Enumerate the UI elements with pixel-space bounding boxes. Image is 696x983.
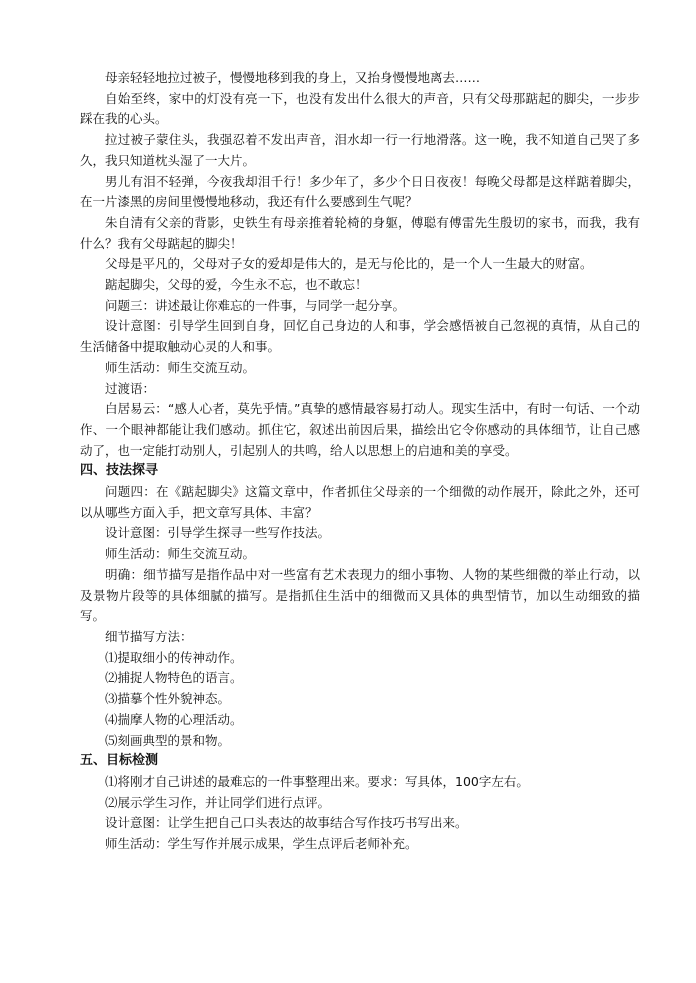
design-intent-three: 设计意图：引导学生回到自身，回忆自己身边的人和事，学会感悟被自己忽视的真情，从自己的生活储备中提取触动心灵的人和事。	[80, 318, 640, 355]
task-item: ⑵展示学生习作，并让同学们进行点评。	[105, 794, 331, 810]
paragraph-man-tears: 男儿有泪不轻弹，今夜我却泪千行！多少年了，多少个日日夜夜！每晚父母都是这样踮着脚尖，在一片漆黑的房间里慢慢地移动，我还有什么要感到生气呢？	[80, 173, 640, 210]
method-item: ⑶描摹个性外貌神态。	[105, 691, 231, 707]
paragraph-tears: 拉过被子蒙住头，我强忍着不发出声音，泪水却一行一行地滑落。这一晚，我不知道自己哭了多久，我只知道枕头湿了一大片。	[80, 132, 640, 168]
method-item: ⑷揣摩人物的心理活动。	[105, 711, 243, 727]
paragraph-zhu-ziqing: 朱自清有父亲的背影，史铁生有母亲推着轮椅的身躯，傅聪有傅雷先生殷切的家书，而我，我有什么？我有父母踮起的脚尖！	[80, 214, 640, 251]
activity-three: 师生活动：师生交流互动。	[105, 359, 256, 375]
question-three: 问题三：讲述最让你难忘的一件事，与同学一起分享。	[105, 297, 406, 313]
paragraph-light-never-on: 自始至终，家中的灯没有亮一下，也没有发出什么很大的声音，只有父母那踮起的脚尖，一步步踩在我的心头。	[80, 90, 640, 127]
section-heading-five: 五、目标检测	[80, 753, 159, 769]
transition-text: 白居易云：“感人心者，莫先乎情。”真挚的感情最容易打动人。现实生活中，有时一句话、一个动作、一个眼神都能让我们感动。抓住它，叙述出前因后果，描绘出它令你感动的具体细节，让自己感动了，也一定能打动别人，引起别人的共鸣，给人以思想上的启迪和美的享受。	[80, 401, 640, 458]
design-intent-four: 设计意图：引导学生探寻一些写作技法。	[105, 525, 331, 541]
method-item: ⑴提取细小的传神动作。	[105, 649, 243, 665]
activity-five: 师生活动：学生写作并展示成果，学生点评后老师补充。	[105, 836, 418, 852]
task-item: ⑴将刚才自己讲述的最难忘的一件事整理出来。要求：写具体，100字左右。	[105, 773, 529, 789]
clarification: 明确：细节描写是指作品中对一些富有艺术表现力的细小事物、人物的某些细微的举止行动，以及景物片段等的具体细腻的描写。是指抓住生活中的细微而又具体的典型情节，加以生动细致的描写。	[80, 566, 640, 624]
activity-four: 师生活动：师生交流互动。	[105, 546, 256, 562]
method-item: ⑸刻画典型的景和物。	[105, 732, 231, 748]
transition-label: 过渡语：	[105, 380, 156, 396]
paragraph-parents-love: 父母是平凡的，父母对子女的爱却是伟大的，是无与伦比的，是一个人一生最大的财富。	[105, 256, 593, 272]
document-body	[80, 68, 640, 855]
section-heading-four: 四、技法探寻	[80, 463, 159, 479]
paragraph-tiptoe-love: 踮起脚尖，父母的爱，今生永不忘，也不敢忘！	[105, 277, 368, 293]
question-four: 问题四：在《踮起脚尖》这篇文章中，作者抓住父母亲的一个细微的动作展开，除此之外，还可以从哪些方面入手，把文章写具体、丰富？	[80, 484, 640, 520]
method-item: ⑵捕捉人物特色的语言。	[105, 670, 243, 686]
paragraph-mother-blanket: 母亲轻轻地拉过被子，慢慢地移到我的身上，又抬身慢慢地离去……	[105, 70, 481, 85]
design-intent-five: 设计意图：让学生把自己口头表达的故事结合写作技巧书写出来。	[105, 815, 468, 831]
method-title: 细节描写方法：	[105, 628, 193, 644]
